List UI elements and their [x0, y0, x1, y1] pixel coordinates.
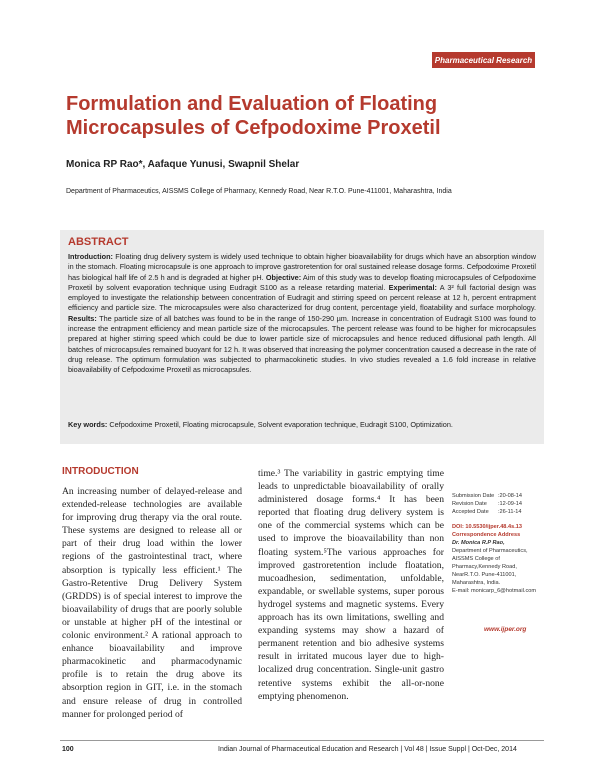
section-tag: Pharmaceutical Research — [432, 52, 535, 68]
abstract-results-label: Results: — [68, 313, 97, 323]
abstract-objective-label: Objective: — [265, 272, 302, 282]
submission-date — [452, 492, 544, 500]
accepted-value: :26-11-14 — [498, 509, 522, 515]
revision-date — [452, 500, 544, 508]
footer-divider — [60, 740, 544, 741]
revision-value: :12-09-14 — [498, 501, 522, 507]
article-title — [66, 92, 536, 140]
keywords — [68, 420, 536, 430]
journal-website[interactable]: www.ijper.org — [484, 626, 527, 633]
keywords-label: Key words: — [68, 420, 108, 429]
accepted-date — [452, 508, 544, 516]
abstract-objective-text: Aim of this study was to develop floating microcapsules of Cefpodoxime Proxetil by solvent evaporation technique using Eudragit S100 as a release retarding material. — [68, 272, 537, 292]
affiliation: Department of Pharmaceutics, AISSMS College of Pharmacy, Kennedy Road, Near R.T.O. Pune-411001, Maharashtra, India — [66, 188, 452, 195]
revision-label: Revision Date — [452, 501, 487, 507]
authors: Monica RP Rao*, Aafaque Yunusi, Swapnil Shelar — [66, 159, 300, 170]
submission-value: :20-08-14 — [498, 493, 522, 499]
abstract-heading: ABSTRACT — [68, 236, 129, 248]
correspondent-email[interactable]: E-mail: monicarp_6@hotmail.com — [452, 588, 537, 594]
title-line-1: Formulation and Evaluation of Floating — [66, 93, 438, 115]
submission-label: Submission Date — [452, 493, 495, 499]
article-info-sidebar — [452, 492, 544, 595]
introduction-column-2: time.³ The variability in gastric emptying time leads to unpredictable bioavailability of orally administered dosage forms.⁴ It has been reported that floating drug delivery system is one of the commercial systems which can be used to improve the bioavailability than non floating system.⁵The various approaches for improved gastroretention include floatation, mucoadhesion, sedimentation, unfoldable, expandable, or swellable systems, super porous hydrogel systems and magnetic systems. Every approach has its own limitations, swelling and expanding systems may show a hazard of permanent retention and bio adhesive systems result in irritated mucous layer due to high-localized drug concentration. Single-unit gastro retentive systems exhibit the all-or-none emptying phenomenon. — [258, 468, 444, 702]
title-line-2: Microcapsules of Cefpodoxime Proxetil — [66, 117, 441, 139]
abstract-intro-label: Introduction: — [68, 252, 113, 261]
abstract-experimental-text: A 3² full factorial design was employed to investigate the relationship between concentration of Eudragit and stirring speed on percent release at 12 h, percent entrapment efficiency and particle size. The microcapsules were also characterized for drug content, percentage yield, floatability and surface morphology. — [68, 282, 537, 313]
correspondence-label: Correspondence Address — [452, 532, 521, 538]
journal-citation: Indian Journal of Pharmaceutical Education and Research | Vol 48 | Issue Suppl | Oct-Dec, 2014 — [218, 746, 517, 753]
abstract-body — [68, 252, 536, 376]
accepted-label: Accepted Date — [452, 509, 489, 515]
introduction-heading: INTRODUCTION — [62, 466, 139, 477]
abstract-experimental-label: Experimental: — [388, 282, 437, 292]
page-number: 100 — [62, 746, 74, 753]
correspondent-name: Dr. Monica R.P Rao, — [452, 540, 505, 546]
introduction-column-1: An increasing number of delayed-release and extended-release technologies are available for improving drug therapy via the oral route. These systems are designed to release all or part of their drug load within the lower regions of the gastrointestinal tract, where absorption is typically less efficient.¹ The Gastro-Retentive Drug Delivery System (GRDDS) is of special interest to improve the bioavailability of drugs that are poorly soluble or unstable at higher pH of the intestinal or colonic environment.² A rational approach to enhance bioavailability and improve pharmacokinetic and pharmacodynamic profile is to retain the drug above its absorption region in GIT, i.e. in the stomach and ensure release of drug in controlled manner for prolonged period of — [62, 486, 242, 720]
abstract-intro-text: Floating drug delivery system is widely used technique to obtain higher bioavailability for drugs which have an absorption window in the stomach. Floating microcapsule is one approach to improve gastroretention for oral sustained release dosage forms. Cefpodoxime Proxetil has biological half life of 2.5 h and is degraded at higher pH. — [68, 252, 536, 282]
correspondent-address: Department of Pharmaceutics, AISSMS College of Pharmacy,Kennedy Road, NearR.T.O. Pune-411001, Maharashtra, India. — [452, 548, 528, 586]
keywords-text: Cefpodoxime Proxetil, Floating microcapsule, Solvent evaporation technique, Eudragit S100, Optimization. — [107, 420, 453, 429]
abstract-results-text: The particle size of all batches was found to be in the range of 150-290 µm. Increase in concentration of Eudragit S100 was found to increase the entrapment efficiency and mean particle size of the microcapsules. The percent release was found to be higher for microcapsules prepared at higher stirring speed which could be due to lower particle size of microcapsules and hence reduced diffusional path length. All batches of microcapsules remained buoyant for 12 h. It was observed that increasing the polymer concentration caused a decrease in the rate of drug release. The optimum formulation was subjected to pharmacokinetic studies. In vivo studies revealed a 1.6 fold increase in relative bioavailability of Cefpodoxime Proxetil as microcapsules. — [68, 313, 536, 375]
doi[interactable]: DOI: 10.5530/ijper.48.4s.13 — [452, 524, 522, 530]
